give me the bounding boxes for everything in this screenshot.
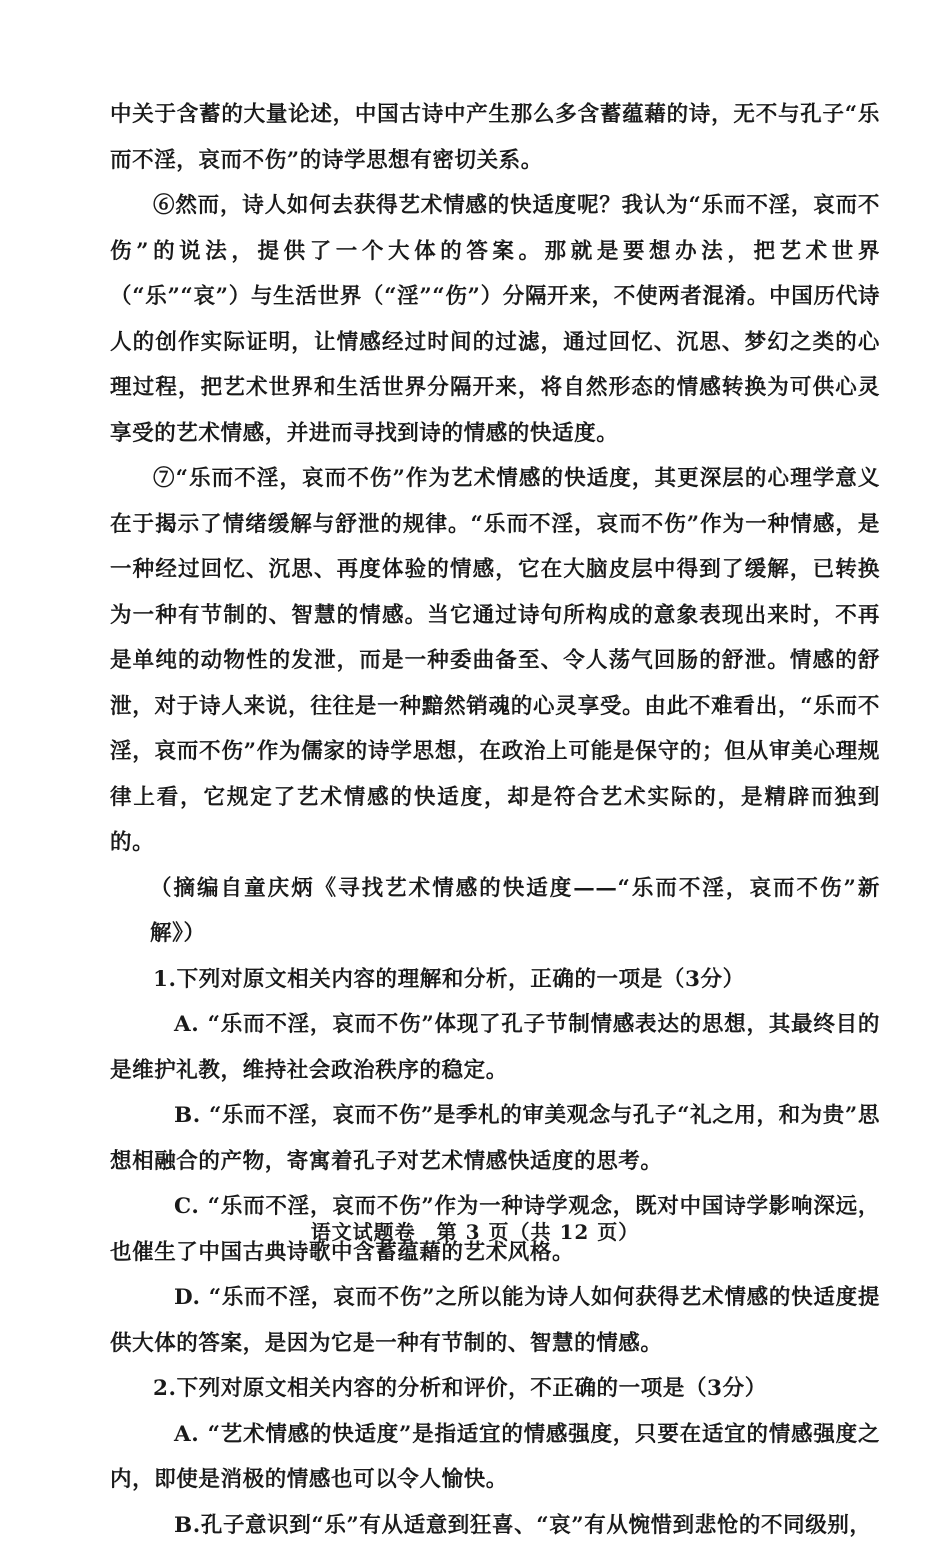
question-1-option-b: B. “乐而不淫，哀而不伤”是季札的审美观念与孔子“礼之用，和为贵”思想相融合的产物，寄寓着孔子对艺术情感快适度的思考。 bbox=[110, 1093, 880, 1184]
paragraph-6: ⑥然而，诗人如何去获得艺术情感的快适度呢？我认为“乐而不淫，哀而不伤”的说法，提供了一个大体的答案。那就是要想办法，把艺术世界（“乐”“哀”）与生活世界（“淫”“伤”）分隔开来，不使两者混淆。中国历代诗人的创作实际证明，让情感经过时间的过滤，通过回忆、沉思、梦幻之类的心理过程，把艺术世界和生活世界分隔开来，将自然形态的情感转换为可供心灵享受的艺术情感，并进而寻找到诗的情感的快适度。 bbox=[110, 183, 880, 456]
page-footer: 语文试题卷 第 3 页（共 12 页） bbox=[0, 1216, 950, 1245]
question-2-stem: 2.下列对原文相关内容的分析和评价，不正确的一项是（3分） bbox=[110, 1366, 880, 1412]
question-1-option-c: C. “乐而不淫，哀而不伤”作为一种诗学观念，既对中国诗学影响深远，也催生了中国古典诗歌中含蓄蕴藉的艺术风格。 bbox=[110, 1184, 880, 1275]
paragraph-continuation: 中关于含蓄的大量论述，中国古诗中产生那么多含蓄蕴藉的诗，无不与孔子“乐而不淫，哀而不伤”的诗学思想有密切关系。 bbox=[110, 92, 880, 183]
exam-page-body bbox=[110, 92, 880, 1548]
question-2-option-b: B.孔子意识到“乐”有从适意到狂喜、“哀”有从惋惜到悲怆的不同级别， bbox=[110, 1503, 880, 1548]
question-1-stem: 1.下列对原文相关内容的理解和分析，正确的一项是（3分） bbox=[110, 957, 880, 1003]
paragraph-7: ⑦“乐而不淫，哀而不伤”作为艺术情感的快适度，其更深层的心理学意义在于揭示了情绪缓解与舒泄的规律。“乐而不淫，哀而不伤”作为一种情感，是一种经过回忆、沉思、再度体验的情感，它在大脑皮层中得到了缓解，已转换为一种有节制的、智慧的情感。当它通过诗句所构成的意象表现出来时，不再是单纯的动物性的发泄，而是一种委曲备至、令人荡气回肠的舒泄。情感的舒泄，对于诗人来说，往往是一种黯然销魂的心灵享受。由此不难看出，“乐而不淫，哀而不伤”作为儒家的诗学思想，在政治上可能是保守的；但从审美心理规律上看，它规定了艺术情感的快适度，却是符合艺术实际的，是精辟而独到的。 bbox=[110, 456, 880, 866]
source-citation: （摘编自童庆炳《寻找艺术情感的快适度——“乐而不淫，哀而不伤”新解》） bbox=[110, 866, 880, 957]
question-1-option-a: A. “乐而不淫，哀而不伤”体现了孔子节制情感表达的思想，其最终目的是维护礼教，维持社会政治秩序的稳定。 bbox=[110, 1002, 880, 1093]
question-1-option-d: D. “乐而不淫，哀而不伤”之所以能为诗人如何获得艺术情感的快适度提供大体的答案，是因为它是一种有节制的、智慧的情感。 bbox=[110, 1275, 880, 1366]
question-2-option-a: A. “艺术情感的快适度”是指适宜的情感强度，只要在适宜的情感强度之内，即使是消极的情感也可以令人愉快。 bbox=[110, 1412, 880, 1503]
